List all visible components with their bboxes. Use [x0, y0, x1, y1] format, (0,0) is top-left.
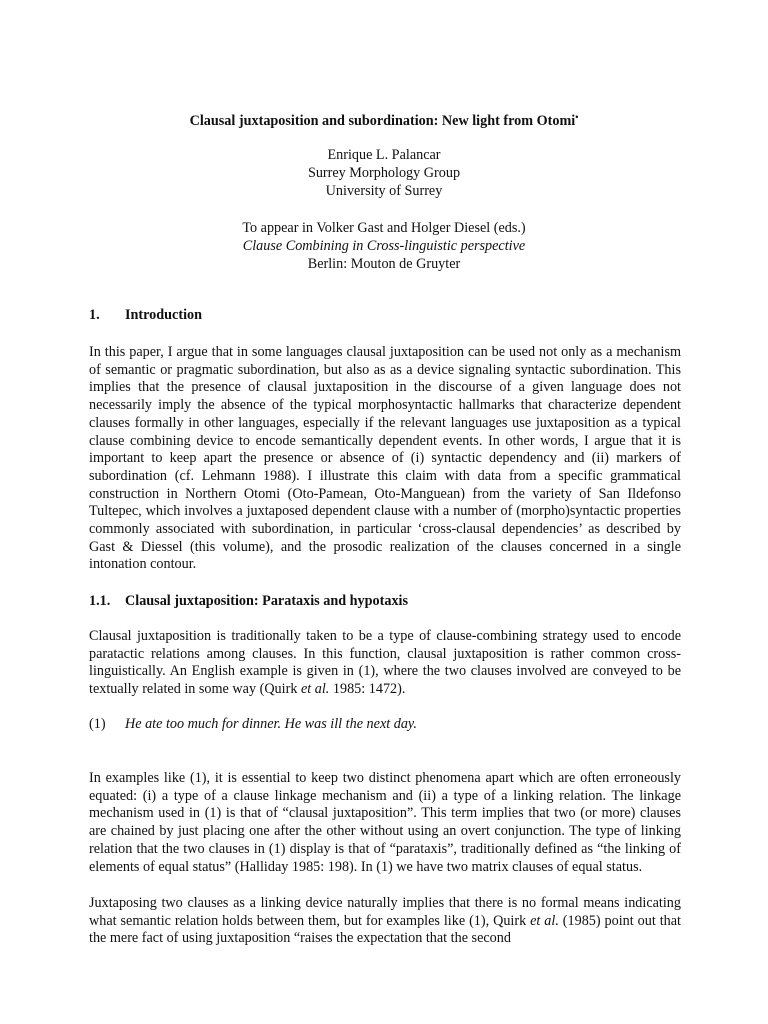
section-number: 1. — [89, 307, 100, 323]
introduction-paragraph: In this paper, I argue that in some languages clausal juxtaposition can be used not only as a mechanism of semantic or pragmatic subordination, but also as as a device signaling syntactic subordination. This implies that the presence of clausal juxtaposition in the discourse of a given language does not necessarily imply the absence of the typical morphosyntactic hallmarks that characterize dependent clauses formally in other languages, especially if the relevant languages use juxtaposition as a typical clause combining device to encode semantically dependent events. In other words, I argue that it is important to keep apart the presence or absence of (i) syntactic dependency and (ii) markers of subordination (cf. Lehmann 1988). I illustrate this claim with data from a specific grammatical construction in Northern Otomi (Oto-Pamean, Oto-Manguean) from the variety of San Ildefonso Tultepec, which involves a juxtaposed dependent clause with a number of (morpho)syntactic properties commonly associated with subordination, in particular ‘cross-clausal dependencies’ as described by Gast & Diessel (this volume), and the prosodic realization of the clauses concerned in a single intonation contour. — [89, 344, 681, 573]
juxtaposition-paragraph-2: In examples like (1), it is essential to keep two distinct phenomena apart which are often erroneously equated: (i) a type of a clause linkage mechanism and (ii) a type of a linking relation. The linkage mechanism used in (1) is that of “clausal juxtaposition”. This term implies that two (or more) clauses are chained by just placing one after the other without using an overt conjunction. The type of linking relation that the two clauses in (1) display is that of “parataxis”, traditionally defined as “the linking of elements of equal status” (Halliday 1985: 198). In (1) we have two matrix clauses of equal status. — [89, 770, 681, 875]
subsection-number: 1.1. — [89, 593, 111, 609]
citation-etal: et al. — [300, 681, 330, 698]
section-heading-introduction — [89, 307, 202, 325]
subsection-title: Clausal juxtaposition: Parataxis and hypotaxis — [125, 593, 409, 609]
juxtaposition-paragraph-1 — [89, 628, 681, 699]
author-university: University of Surrey — [325, 183, 443, 199]
paper-title — [0, 109, 768, 131]
author-name: Enrique L. Palancar — [327, 147, 441, 163]
author-block — [0, 146, 768, 200]
paragraph-text: (1985) point out that the mere fact of using juxtaposition “raises the expectation that the second — [89, 912, 681, 947]
paragraph-text: Clausal juxtaposition is traditionally taken to be a type of clause-combining strategy used to encode paratactic relations among clauses. In this function, clausal juxtaposition is rather common cross-linguistically. An English example is given in (1), where the two clauses involved are conveyed to be textually related in some way (Quirk — [89, 628, 681, 698]
publication-book-title: Clause Combining in Cross-linguistic perspective — [242, 238, 526, 254]
section-heading-juxtaposition — [89, 593, 408, 611]
paragraph-text: 1985: 1472). — [329, 681, 406, 698]
paper-title-text: Clausal juxtaposition and subordination: New light from Otomi — [189, 113, 576, 129]
citation-etal: et al. — [530, 912, 559, 929]
juxtaposition-paragraph-3 — [89, 895, 681, 948]
example-text: He ate too much for dinner. He was ill the next day. — [125, 716, 417, 732]
example-1 — [89, 716, 417, 734]
paragraph-text: Juxtaposing two clauses as a linking device naturally implies that there is no formal means indicating what semantic relation holds between them, but for examples like (1), Quirk — [89, 895, 681, 929]
publication-block — [0, 219, 768, 273]
publication-publisher: Berlin: Mouton de Gruyter — [307, 256, 461, 272]
section-title: Introduction — [125, 307, 202, 323]
author-group: Surrey Morphology Group — [307, 165, 461, 181]
publication-editors: To appear in Volker Gast and Holger Diesel (eds.) — [242, 220, 526, 236]
footnote-mark[interactable]: • — [575, 112, 579, 122]
example-number: (1) — [89, 716, 106, 732]
